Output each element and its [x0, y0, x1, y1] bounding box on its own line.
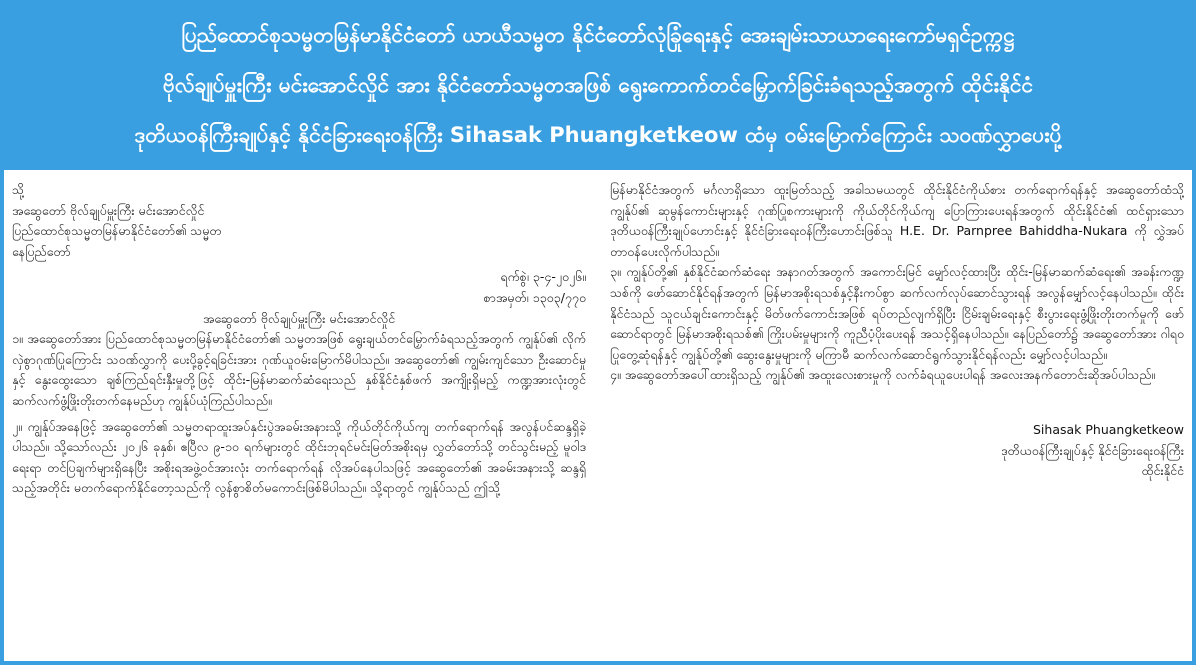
salutation: အဆွေတော် ဗိုလ်ချုပ်မှူးကြီး မင်းအောင်လှိုင် [202, 310, 396, 326]
signature-country: ထိုင်းနိုင်ငံ [1141, 463, 1184, 479]
letter-left-column [12, 180, 586, 660]
headline-line-1: ပြည်ထောင်စုသမ္မတမြန်မာနိုင်ငံတော် ယာယီသမ္မတ နိုင်ငံတော်လုံခြုံရေးနှင့် အေးချမ်းသာယာရေးကော်မရှင်ဥက္ကဋ္ဌ [181, 23, 1015, 47]
address-city: နေပြည်တော် [12, 243, 71, 259]
paragraph-2: ၂။ ကျွန်ုပ်အနေဖြင့် အဆွေတော်၏ သမ္မတရာထူးအပ်နှင်းပွဲအခမ်းအနားသို့ ကိုယ်တိုင်ကိုယ်ကျ တက်ရောက်ရန် အလွန်ပင်ဆန္ဒရှိခဲ့ပါသည်။ သို့သော်လည်း ၂၀၂၆ ခုနှစ်၊ ဧပြီလ ၉-၁၀ ရက်များတွင် ထိုင်းဘုရင်မင်းမြတ်အစိုးရမှ လွှတ်တော်သို့ တင်သွင်းမည့် မူဝါဒရေးရာ တင်ပြချက်များရှိနေပြီး အစိုးရအဖွဲ့ဝင်အားလုံး တက်ရောက်ရန် လိုအပ်နေပါသဖြင့် အဆွေတော်၏ အခမ်းအနားသို့ ဆန္ဒရှိသည့်အတိုင်း မတက်ရောက်နိုင်တော့သည်ကို လွန်စွာစိတ်မကောင်းဖြစ်မိပါသည်။ သို့ရာတွင် ကျွန်ုပ်သည် ဤသို့ [12, 418, 586, 496]
signature-title: ဒုတိယဝန်ကြီးချုပ်နှင့် နိုင်ငံခြားရေးဝန်ကြီး [1000, 442, 1184, 458]
letter-right-column [610, 180, 1184, 660]
letter-ref-number: စာအမှတ်၊ ၁၃၀၃/၇၇၀ [483, 289, 586, 305]
address-to: သို့ [12, 182, 25, 197]
address-name: အဆွေတော် ဗိုလ်ချုပ်မှူးကြီး မင်းအောင်လှိုင် [12, 202, 205, 218]
address-office: ပြည်ထောင်စုသမ္မတမြန်မာနိုင်ငံတော်၏ သမ္မတ [12, 223, 222, 239]
headline-line-2: ဗိုလ်ချုပ်မှူးကြီး မင်းအောင်လှိုင် အား နိုင်ငံတော်သမ္မတအဖြစ် ရွေးကောက်တင်မြှောက်ခြင်းခံရသည့်အတွက် ထိုင်းနိုင်ငံ [162, 73, 1034, 97]
signature-name: Sihasak Phuangketkeow [1032, 421, 1184, 437]
paragraph-2-continued: မြန်မာနိုင်ငံအတွက် မင်္ဂလာရှိသော ထူးမြတ်သည့် အခါသမယတွင် ထိုင်းနိုင်ငံကိုယ်စား တက်ရောက်ရန်နှင့် အဆွေတော်ထံသို့ ကျွန်ုပ်၏ ဆုမွန်ကောင်းများနှင့် ဂုဏ်ပြုစကားများကို ကိုယ်တိုင်ကိုယ်ကျ ပြောကြားပေးရန်အတွက် ထိုင်းနိုင်ငံ၏ ထင်ရှားသော ဒုတိယဝန်ကြီးချုပ်ဟောင်းနှင့် နိုင်ငံခြားရေးဝန်ကြီးဟောင်းဖြစ်သူ H.E. Dr. Parnpree Bahiddha-Nukara ကို လွှဲအပ်တာဝန်ပေးလိုက်ပါသည်။ [610, 182, 1184, 259]
paragraph-4: ၄။ အဆွေတော်အပေါ်ထားရှိသည့် ကျွန်ုပ်၏ အထူးလေးစားမှုကို လက်ခံရယူပေးပါရန် အလေးအနက်တောင်းဆိုအပ်ပါသည်။ [610, 367, 1156, 383]
paragraph-3: ၃။ ကျွန်ုပ်တို့၏ နှစ်နိုင်ငံဆက်ဆံရေး အနာဂတ်အတွက် အကောင်းမြင် မျှော်လင့်ထားပြီး ထိုင်း-မြန်မာဆက်ဆံရေး၏ အခန်းကဏ္ဍသစ်ကို ဖော်ဆောင်နိုင်ရန်အတွက် မြန်မာအစိုးရသစ်နှင့်နီးကပ်စွာ ဆက်လက်လုပ်ဆောင်သွားရန် အလွန်မျှော်လင့်နေပါသည်။ ထိုင်းနိုင်ငံသည် သူငယ်ချင်းကောင်းနှင့် မိတ်ဖက်ကောင်းအဖြစ် ရပ်တည်လျက်ရှိပြီး ငြိမ်းချမ်းရေးနှင့် စီးပွားရေးဖွံ့ဖြိုးတိုးတက်မှုကို ဖော်ဆောင်ရာတွင် မြန်မာအစိုးရသစ်၏ ကြိုးပမ်းမှုများကို ကူညီပံ့ပိုးပေးရန် အသင့်ရှိနေပါသည်။ နေပြည်တော်၌ အဆွေတော်အား ဂါရဝပြုတွေ့ဆုံရန်နှင့် ကျွန်ုပ်တို့၏ ဆွေးနွေးမှုများကို မကြာမီ ဆက်လက်ဆောင်ရွက်သွားနိုင်ရန်လည်း မျှော်လင့်ပါသည်။ [610, 264, 1184, 362]
headline-banner [0, 0, 1196, 170]
letter-date: ရက်စွဲ၊ ၃-၄-၂၀၂၆။ [500, 269, 586, 285]
headline-line-3: ဒုတိယဝန်ကြီးချုပ်နှင့် နိုင်ငံခြားရေးဝန်ကြီး Sihasak Phuangketkeow ထံမှ ဝမ်းမြောက်ကြောင်း သဝဏ်လွှာပေးပို့ [134, 123, 1062, 147]
paragraph-1: ၁။ အဆွေတော်အား ပြည်ထောင်စုသမ္မတမြန်မာနိုင်ငံတော်၏ သမ္မတအဖြစ် ရွေးချယ်တင်မြှောက်ခံရသည့်အတွက် ကျွန်ုပ်၏ လိုက်လှဲစွာဂုဏ်ပြုကြောင်း သဝဏ်လွှာကို ပေးပို့ခွင့်ရခြင်းအား ဂုဏ်ယူဝမ်းမြောက်မိပါသည်။ အဆွေတော်၏ ကျွမ်းကျင်သော ဦးဆောင်မှုနှင့် နွေးထွေးသော ချစ်ကြည်ရင်းနှီးမှုတို့ဖြင့် ထိုင်း-မြန်မာဆက်ဆံရေးသည် နှစ်နိုင်ငံနှစ်ဖက် အကျိုးရှိမည့် ကဏ္ဍအားလုံးတွင် ဆက်လက်ဖွံ့ဖြိုးတိုးတက်နေမည်ဟု ကျွန်ုပ်ယုံကြည်ပါသည်။ [12, 331, 586, 408]
